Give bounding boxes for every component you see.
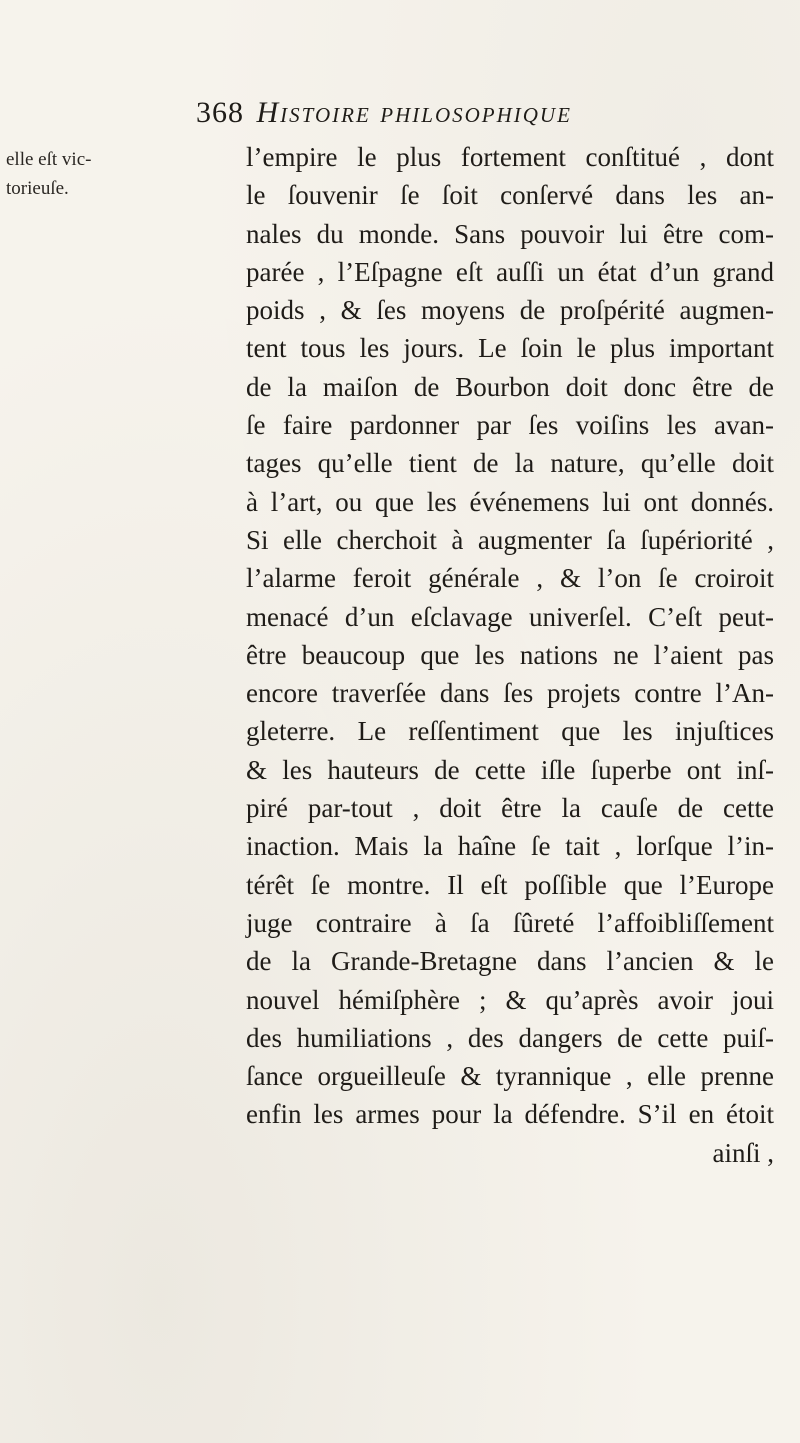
text-line: être beaucoup que les nations ne l’aient pas: [246, 639, 774, 670]
running-head: [196, 96, 572, 130]
body-text: [246, 138, 774, 1172]
text-line: l’empire le plus fortement conſtitué , dont: [246, 142, 774, 172]
margin-note: [6, 145, 122, 203]
text-line: le ſouvenir ſe ſoit conſervé dans les an-: [246, 180, 774, 211]
text-line: de la maiſon de Bourbon doit donc être de: [246, 371, 774, 402]
margin-note-line: elle eſt vic-: [6, 149, 92, 170]
catchword: ainſi ,: [712, 1137, 774, 1168]
text-line: piré par-tout , doit être la cauſe de cette: [246, 793, 774, 824]
text-line: à l’art, ou que les événemens lui ont donnés.: [246, 486, 774, 517]
text-line: menacé d’un eſclavage univerſel. C’eſt peut-: [246, 601, 774, 632]
text-line: Si elle cherchoit à augmenter ſa ſupériorité ,: [246, 524, 774, 555]
text-line: ſance orgueilleuſe & tyrannique , elle prenne: [246, 1061, 774, 1092]
page-number: 368: [196, 96, 244, 129]
text-line: l’alarme feroit générale , & l’on ſe croiroit: [246, 563, 774, 594]
text-line: des humiliations , des dangers de cette puiſ-: [246, 1022, 774, 1053]
text-line: inaction. Mais la haîne ſe tait , lorſque l’in-: [246, 831, 774, 862]
margin-note-line: torieuſe.: [6, 178, 69, 199]
text-line: parée , l’Eſpagne eſt auſſi un état d’un grand: [246, 256, 774, 287]
text-line: térêt ſe montre. Il eſt poſſible que l’Europe: [246, 869, 774, 900]
text-line: poids , & ſes moyens de proſpérité augmen-: [246, 295, 774, 326]
text-line: tent tous les jours. Le ſoin le plus important: [246, 333, 774, 364]
text-line: ſe faire pardonner par ſes voiſins les avan-: [246, 410, 774, 441]
text-line: & les hauteurs de cette iſle ſuperbe ont inſ-: [246, 754, 774, 785]
text-line: nouvel hémiſphère ; & qu’après avoir joui: [246, 984, 774, 1015]
text-line: juge contraire à ſa ſûreté l’affoibliſſement: [246, 907, 774, 938]
text-line: enfin les armes pour la défendre. S’il en étoit: [246, 1099, 774, 1130]
running-title: Histoire philosophique: [256, 96, 572, 129]
text-line: encore traverſée dans ſes projets contre l’An-: [246, 678, 774, 709]
text-line: tages qu’elle tient de la nature, qu’elle doit: [246, 448, 774, 479]
text-line: nales du monde. Sans pouvoir lui être com-: [246, 218, 774, 249]
text-line: gleterre. Le reſſentiment que les injuſtices: [246, 716, 774, 747]
text-line: de la Grande-Bretagne dans l’ancien & le: [246, 946, 774, 977]
